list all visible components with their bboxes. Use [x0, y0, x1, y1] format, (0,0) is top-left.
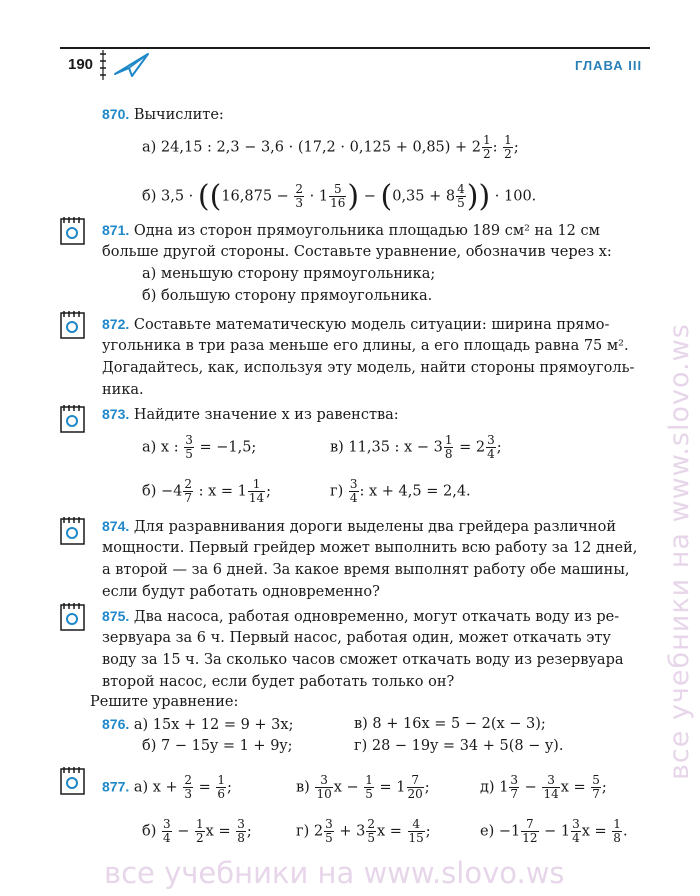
problem-number: 877. [102, 778, 130, 795]
problem-876-a [102, 716, 293, 733]
problem-873-g: г) $\frac{3}{4}$ : x + 4,5 = 2,4. [330, 477, 471, 505]
watermark-vertical: все учебники на www.slovo.ws [664, 323, 695, 780]
problem-871-line1 [102, 222, 600, 239]
problem-876-g: г) 28 − 19y = 34 + 5(8 − y). [354, 738, 564, 754]
expression-a: а) 24,15 : 2,3 − 3,6 · (17,2 · 0,125 + 0,85) + 2 [142, 139, 482, 156]
problem-872-line1 [102, 316, 609, 333]
problem-875-line3: воду за 15 ч. За сколько часов сможет откачать воду из резервуара [102, 652, 624, 668]
problem-871-b: б) большую сторону прямоугольника. [142, 288, 433, 304]
problem-number: 874. [102, 518, 130, 534]
problem-number: 876. [102, 716, 130, 732]
problem-877-a: 877. а) x + $\frac{2}{3}$ = $\frac{1}{6}$ ; [102, 773, 232, 801]
notebook-icon [58, 216, 86, 246]
problem-874-line1 [102, 518, 616, 535]
problem-876-b: б) 7 − 15y = 1 + 9y; [142, 738, 293, 754]
spiral-binding-icon [99, 50, 107, 80]
problem-871-a: а) меньшую сторону прямоугольника; [142, 266, 436, 282]
notebook-icon [58, 766, 86, 796]
problem-877-e: е) −1 $\frac{7}{12}$ − 1 $\frac{3}{4}$ x = $\frac{1}{8}$ . [480, 817, 628, 845]
fraction: $\frac{1}{2}$ [483, 133, 491, 161]
problem-872-line4: ника. [102, 382, 144, 398]
problem-872-line3: Догадайтесь, как, используя эту модель, найти стороны прямоуголь- [102, 360, 635, 376]
problem-870-a: а) 24,15 : 2,3 − 3,6 · (17,2 · 0,125 + 0,85) + 2 $\frac{1}{2}$ : $\frac{1}{2}$ ; [142, 133, 519, 161]
problem-873-b: б) −4 $\frac{2}{7}$ : x = 1 $\frac{1}{14}$ ; [142, 477, 272, 505]
problem-number: 873. [102, 406, 130, 422]
problem-text: Для разравнивания дороги выделены два грейдера различной [133, 519, 616, 535]
problem-876-v: в) 8 + 16x = 5 − 2(x − 3); [354, 716, 546, 732]
chapter-title: ГЛАВА III [575, 58, 643, 73]
equation-a: а) 15x + 12 = 9 + 3x; [133, 717, 294, 733]
problem-877-g: г) 2 $\frac{3}{5}$ + 3 $\frac{2}{5}$ x = $\frac{4}{15}$ ; [296, 817, 431, 845]
problem-number: 872. [102, 316, 130, 332]
problem-872-line2: угольника в три раза меньше его длины, а его площадь равна 75 м². [102, 338, 629, 354]
problem-text: Два насоса, работая одновременно, могут откачать воду из ре- [133, 609, 620, 625]
problem-873-a: а) x : $\frac{3}{5}$ = −1,5; [142, 433, 257, 461]
page-number: 190 [68, 56, 94, 73]
problem-870-header [102, 106, 224, 123]
problem-text: Вычислите: [133, 107, 224, 123]
problem-870-b: б) 3,5 · ((16,875 − $\frac{2}{3}$ · 1 $\frac{5}{16}$ ) − (0,35 + 8 $\frac{4}{5}$ )) · 100. [142, 179, 537, 214]
fraction: $\frac{1}{2}$ [504, 133, 512, 161]
paper-plane-icon [112, 50, 152, 80]
notebook-icon [58, 516, 86, 546]
problem-number: 875. [102, 608, 130, 624]
header-rule [60, 47, 650, 49]
problem-875-line4: второй насос, если будет работать только он? [102, 674, 455, 690]
section-label: Решите уравнение: [90, 694, 239, 710]
problem-874-line4: если будут работать одновременно? [102, 584, 380, 600]
expression-b: б) 3,5 · [142, 188, 194, 205]
notebook-icon [58, 310, 86, 340]
problem-number: 871. [102, 222, 130, 238]
problem-text: Найдите значение x из равенства: [133, 407, 399, 423]
problem-number: 870. [102, 106, 130, 122]
problem-text: Одна из сторон прямоугольника площадью 189 см² на 12 см [133, 223, 600, 239]
problem-875-line2: зервуара за 6 ч. Первый насос, работая один, может откачать эту [102, 630, 611, 646]
problem-874-line3: а второй — за 6 дней. За какое время выполнят работу обе машины, [102, 562, 630, 578]
problem-877-d: д) 1 $\frac{3}{7}$ − $\frac{3}{14}$ x = $\frac{5}{7}$ ; [480, 773, 607, 801]
watermark-bottom: все учебники на www.slovo.ws [104, 856, 565, 890]
problem-877-b: б) $\frac{3}{4}$ − $\frac{1}{2}$ x = $\frac{3}{8}$ ; [142, 817, 252, 845]
problem-text: Составьте математическую модель ситуации: ширина прямо- [133, 317, 610, 333]
problem-877-v: в) $\frac{3}{10}$ x − $\frac{1}{5}$ = 1 $\frac{7}{20}$ ; [296, 773, 430, 801]
problem-875-line1 [102, 608, 619, 625]
problem-874-line2: мощности. Первый грейдер может выполнить всю работу за 12 дней, [102, 540, 638, 556]
problem-873-header [102, 406, 399, 423]
notebook-icon [58, 602, 86, 632]
problem-873-v: в) 11,35 : x − 3 $\frac{1}{8}$ = 2 $\frac{3}{4}$ ; [330, 433, 502, 461]
problem-871-line2: больше другой стороны. Составьте уравнение, обозначив через x: [102, 244, 612, 260]
notebook-icon [58, 404, 86, 434]
